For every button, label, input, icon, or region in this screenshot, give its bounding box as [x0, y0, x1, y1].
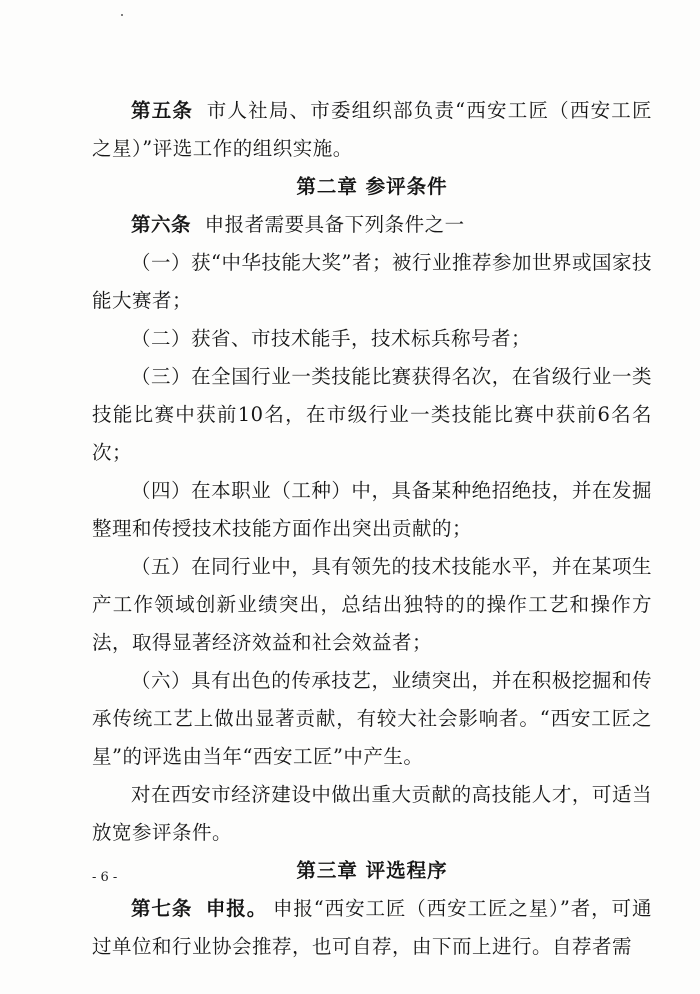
article-6-label: 第六条 — [131, 213, 192, 236]
article-5 — [92, 92, 652, 168]
chapter-2-heading: 第二章 参评条件 — [296, 175, 448, 198]
condition-3: （三）在全国行业一类技能比赛获得名次，在省级行业一类技能比赛中获前10名，在市级行业一类技能比赛中获前6名名次； — [92, 365, 652, 464]
document-body — [92, 92, 652, 966]
scan-speck — [121, 14, 123, 16]
article-5-text: 市人社局、市委组织部负责“西安工匠（西安工匠之星）”评选工作的组织实施。 — [92, 99, 652, 160]
article-7-label: 第七条 — [131, 897, 193, 920]
article-7-text: 申报“西安工匠（西安工匠之星）”者，可通过单位和行业协会推荐，也可自荐，由下而上进行。自荐者需 — [92, 897, 652, 958]
condition-1: （一）获“中华技能大奖”者；被行业推荐参加世界或国家技能大赛者； — [92, 251, 652, 312]
article-7-subtitle: 申报。 — [205, 897, 268, 920]
condition-6: （六）具有出色的传承技艺，业绩突出，并在积极挖掘和传承传统工艺上做出显著贡献，有较大社会影响者。“西安工匠之星”的评选由当年“西安工匠”中产生。 — [92, 669, 652, 768]
article-7 — [92, 890, 652, 966]
condition-4: （四）在本职业（工种）中，具备某种绝招绝技，并在发掘整理和传授技术技能方面作出突出贡献的； — [92, 479, 652, 540]
chapter-3-heading: 第三章 评选程序 — [296, 859, 448, 882]
article-6 — [92, 206, 652, 244]
condition-2: （二）获省、市技术能手，技术标兵称号者； — [131, 327, 532, 350]
article-5-label: 第五条 — [131, 99, 194, 122]
article-6-text: 申报者需要具备下列条件之一 — [204, 213, 465, 236]
condition-5: （五）在同行业中，具有领先的技术技能水平，并在某项生产工作领域创新业绩突出，总结出独特的的操作工艺和操作方法，取得显著经济效益和社会效益者； — [92, 555, 652, 654]
page-number: - 6 - — [92, 870, 118, 885]
relaxed-conditions-paragraph: 对在西安市经济建设中做出重大贡献的高技能人才，可适当放宽参评条件。 — [92, 783, 652, 844]
